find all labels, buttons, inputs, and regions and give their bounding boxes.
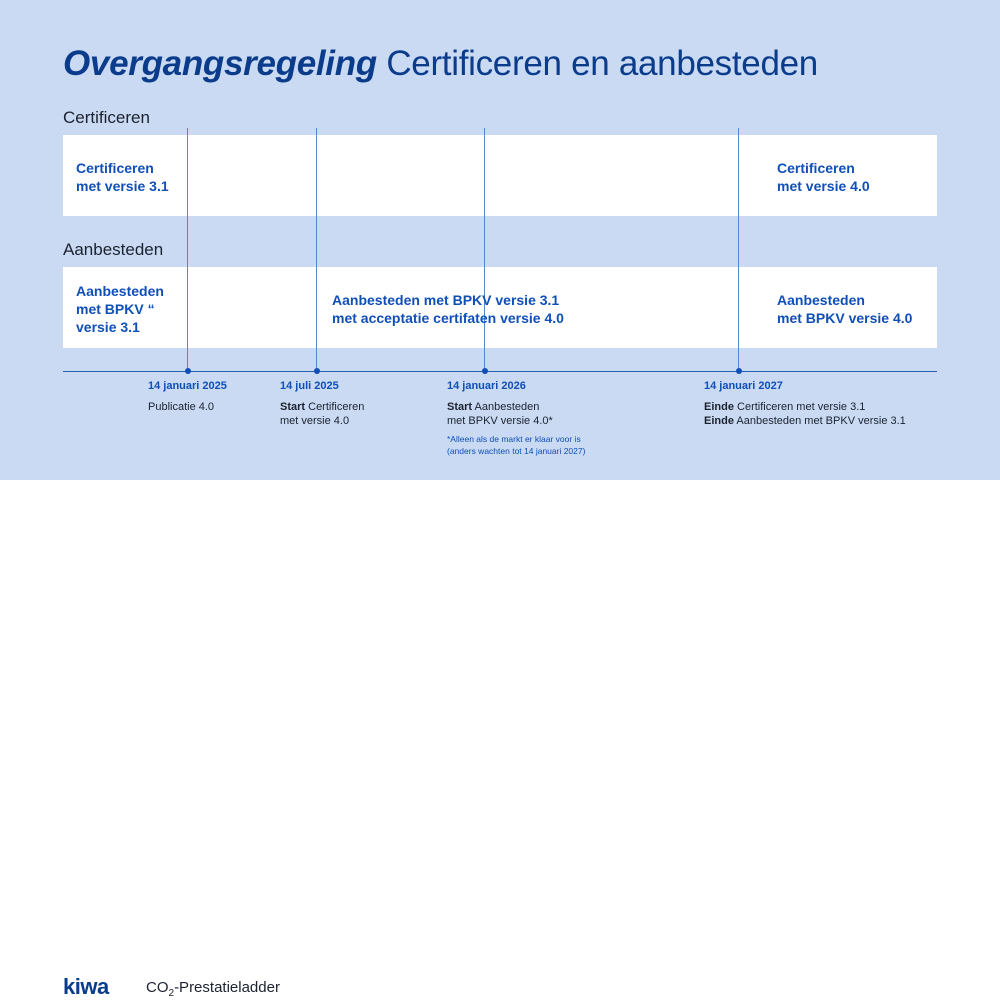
title-rest: Certificeren en aanbesteden	[376, 44, 818, 83]
footer	[0, 480, 1000, 999]
diagram-area	[0, 0, 1000, 480]
milestone-4-date: 14 januari 2027	[704, 380, 783, 392]
milestone-line-3	[484, 128, 485, 371]
aanb-mid-line2: met acceptatie certifaten versie 4.0	[332, 310, 564, 326]
page-title	[63, 44, 818, 84]
milestone-3-footnote	[447, 433, 585, 457]
milestone-line-1	[187, 128, 188, 371]
aanb-left-line3: versie 3.1	[76, 319, 140, 335]
aanb-left-line2: met BPKV “	[76, 301, 155, 317]
milestone-2-date: 14 juli 2025	[280, 380, 339, 392]
milestone-3-note-line1: *Alleen als de markt er klaar voor is	[447, 434, 581, 444]
milestone-4-keyword-1: Einde	[704, 401, 734, 413]
title-emphasis: Overgangsregeling	[63, 44, 377, 83]
aanb-right-line1: Aanbesteden	[777, 292, 865, 308]
product-prefix: CO	[146, 979, 169, 996]
product-suffix: -Prestatieladder	[174, 979, 280, 996]
cert-left-line1: Certificeren	[76, 160, 154, 176]
product-subscript: 2	[168, 988, 175, 999]
cert-period-3-1	[76, 159, 169, 195]
milestone-2-line2: met versie 4.0	[280, 415, 350, 427]
milestone-1-line1: Publicatie 4.0	[148, 401, 215, 413]
milestone-line-2	[316, 128, 317, 371]
milestone-3-line2: met BPKV versie 4.0*	[447, 415, 553, 427]
cert-right-line2: met versie 4.0	[777, 178, 870, 194]
milestone-3-keyword: Start	[447, 401, 473, 413]
milestone-4-keyword-2: Einde	[704, 415, 734, 427]
milestone-3-note-line2: (anders wachten tot 14 januari 2027)	[447, 446, 586, 456]
section-label-aanbesteden: Aanbesteden	[63, 240, 164, 259]
aanb-period-4-0	[777, 291, 912, 327]
aanb-period-transition	[332, 291, 564, 327]
cert-period-4-0	[777, 159, 870, 195]
milestone-dot-1	[185, 368, 191, 374]
aanb-right-line2: met BPKV versie 4.0	[777, 310, 913, 326]
section-label-certificeren: Certificeren	[63, 108, 150, 127]
milestone-4-line1: Certificeren met versie 3.1	[733, 401, 866, 413]
aanb-left-line1: Aanbesteden	[76, 283, 164, 299]
milestone-3-date: 14 januari 2026	[447, 380, 526, 392]
milestone-4-line2: Aanbesteden met BPKV versie 3.1	[733, 415, 906, 427]
milestone-4-desc	[704, 400, 906, 428]
kiwa-logo: kiwa	[63, 974, 109, 999]
milestone-2-desc	[280, 400, 364, 428]
cert-left-line2: met versie 3.1	[76, 178, 169, 194]
milestone-1-desc	[148, 400, 214, 414]
product-name	[146, 979, 280, 999]
milestone-2-keyword: Start	[280, 401, 306, 413]
timeline-axis	[63, 371, 937, 372]
milestone-dot-3	[482, 368, 488, 374]
milestone-3-line1: Aanbesteden	[472, 401, 540, 413]
milestone-line-4	[738, 128, 739, 371]
cert-right-line1: Certificeren	[777, 160, 855, 176]
milestone-dot-2	[314, 368, 320, 374]
milestone-2-line1: Certificeren	[305, 401, 365, 413]
aanb-period-3-1	[76, 282, 164, 336]
milestone-1-date: 14 januari 2025	[148, 380, 227, 392]
milestone-dot-4	[736, 368, 742, 374]
milestone-3-desc	[447, 400, 553, 428]
aanb-mid-line1: Aanbesteden met BPKV versie 3.1	[332, 292, 560, 308]
